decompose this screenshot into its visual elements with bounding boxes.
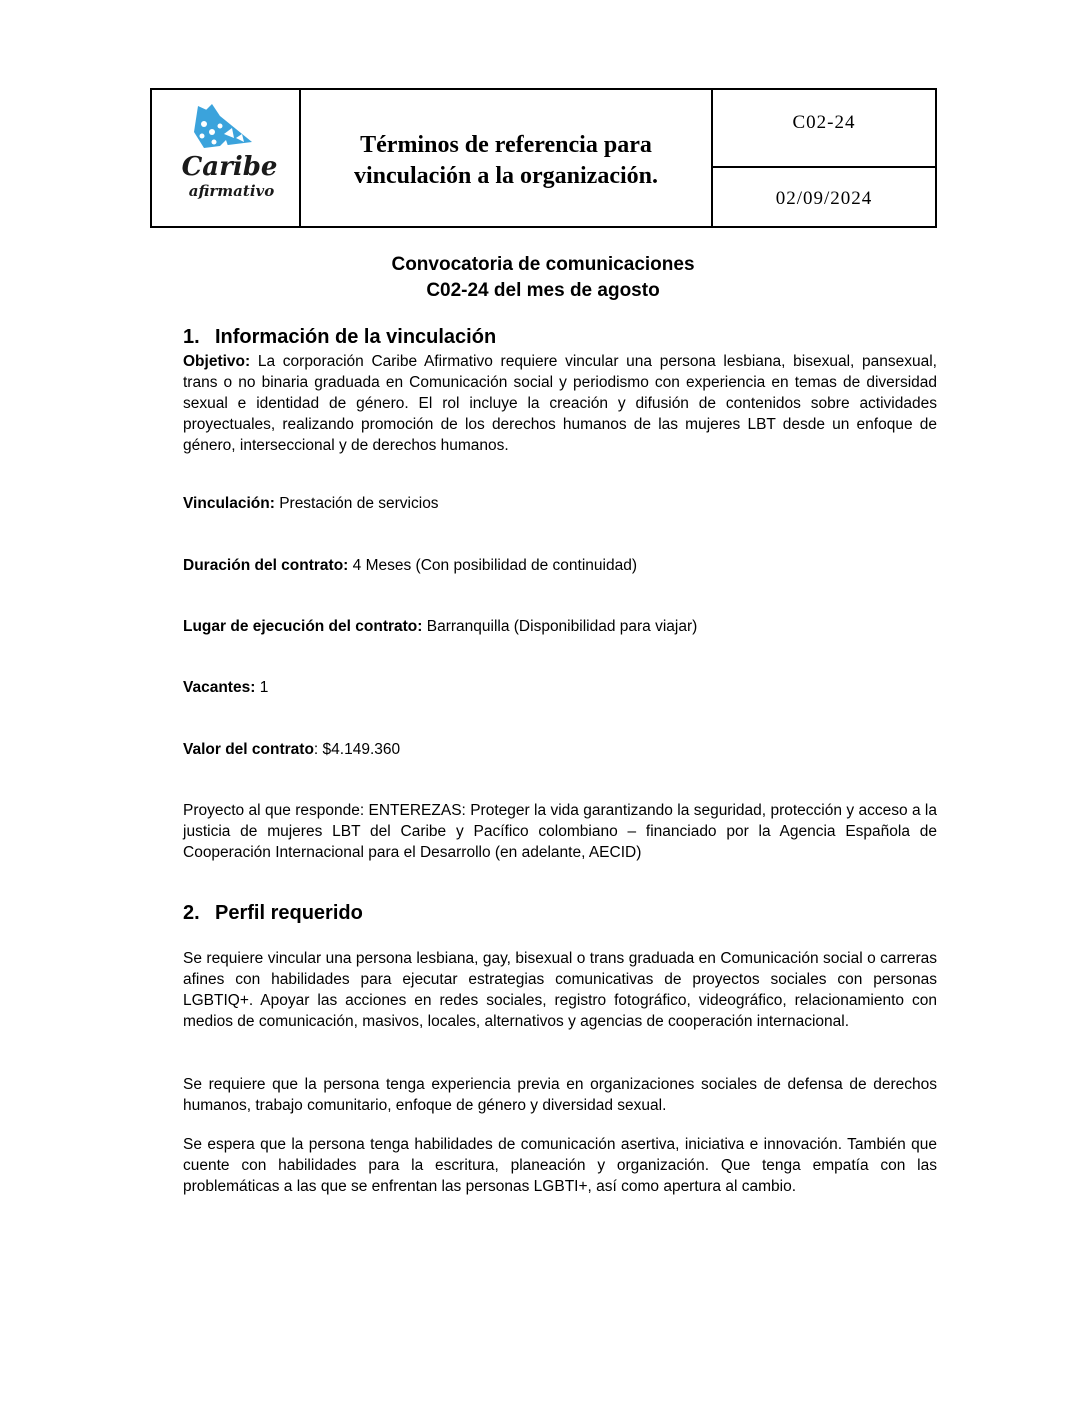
header-meta (713, 90, 935, 226)
profile-paragraph-3: Se espera que la persona tenga habilidades de comunicación asertiva, iniciativa e innovación. También que cuente con habilidades para la escritura, planeación y organización. Que tenga empatía con las problemáticas a las que se enfrentan las personas LGBTI+, así como apertura al cambio. (183, 1136, 937, 1195)
objective-label: Objetivo: (183, 353, 251, 370)
field-duracion (183, 555, 637, 576)
call-subtitle (183, 252, 903, 304)
section-1-title: Información de la vinculación (215, 326, 497, 348)
duracion-value: 4 Meses (Con posibilidad de continuidad) (352, 557, 638, 574)
document-title (301, 90, 713, 226)
vacantes-value: 1 (259, 679, 269, 696)
valor-value: : $4.149.360 (313, 741, 401, 758)
document-date: 02/09/2024 (775, 188, 873, 209)
vinculacion-label: Vinculación: (183, 495, 275, 512)
subtitle-line-1: Convocatoria de comunicaciones (391, 254, 695, 275)
vinculacion-value: Prestación de servicios (279, 495, 439, 512)
profile-paragraph-2: Se requiere que la persona tenga experiencia previa en organizaciones sociales de defensa de derechos humanos, trabajo comunitario, enfoque de género y diversidad sexual. (183, 1076, 937, 1114)
duracion-label: Duración del contrato: (183, 557, 349, 574)
field-lugar (183, 616, 697, 637)
title-line-1: Términos de referencia para (360, 132, 652, 158)
logo-wordmark: Caribe (181, 152, 278, 182)
section-2-heading (183, 902, 363, 925)
project-paragraph: Proyecto al que responde: ENTEREZAS: Proteger la vida garantizando la seguridad, protección y acceso a la justicia de mujeres LBT del Caribe y Pacífico colombiano – financiado por la Agencia Española de Cooperación Internacional para el Desarrollo (en adelante, AECID) (183, 802, 937, 861)
lugar-label: Lugar de ejecución del contrato: (183, 618, 423, 635)
profile-paragraph-1: Se requiere vincular una persona lesbiana, gay, bisexual o trans graduada en Comunicación social o carreras afines con habilidades para ejecutar estrategias comunicativas de proyectos sociales con personas LGBTIQ+. Apoyar las acciones en redes sociales, registro fotográfico, videográfico, relacionamiento con medios de comunicación, masivos, locales, alternativos y agencias de cooperación internacional. (183, 950, 937, 1030)
valor-label: Valor del contrato (183, 741, 314, 758)
logo-subwordmark: afirmativo (188, 182, 275, 200)
title-line-2: vinculación a la organización. (353, 163, 658, 189)
section-1-heading (183, 326, 496, 349)
objective-paragraph (183, 351, 937, 456)
section-2-number: 2. (183, 902, 200, 924)
subtitle-line-2: C02-24 del mes de agosto (426, 280, 660, 301)
lugar-value: Barranquilla (Disponibilidad para viajar) (426, 618, 698, 635)
field-valor (183, 739, 400, 760)
caribe-afirmativo-logo-icon (190, 102, 260, 154)
section-1-number: 1. (183, 326, 200, 348)
vacantes-label: Vacantes: (183, 679, 256, 696)
logo-cell (152, 90, 301, 226)
section-2-title: Perfil requerido (215, 902, 363, 924)
document-header (150, 88, 937, 228)
field-vacantes (183, 677, 268, 698)
document-code: C02-24 (713, 90, 935, 168)
field-vinculacion (183, 493, 439, 514)
objective-text: La corporación Caribe Afirmativo requiere vincular una persona lesbiana, bisexual, pansexual, trans o no binaria graduada en Comunicación social y periodismo con experiencia en temas de diversidad sexual e identidad de género. El rol incluye la creación y difusión de contenidos sobre actividades proyectuales, realizando promoción de los derechos humanos de las mujeres LBT desde un enfoque de género, interseccional y de derechos humanos. (183, 353, 937, 454)
